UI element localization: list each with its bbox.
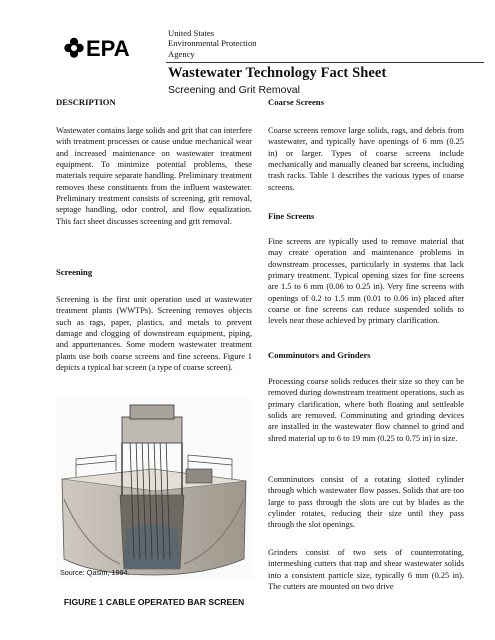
fine-screens-text: Fine screens are typically used to remove material that may create operation and maintenance problems in downstream processes, particularly in systems that lack primary treatment. Typical opening sizes for fine screens are 1.5 to 6 mm (0.06 to 0.25 in). Very fine screens with openings of 0.2 to 1.5 mm (0.01 to 0.06 in) placed after coarse or fine screens can reduce suspended solids to levels near those achieved by primary clarification.: [268, 237, 464, 326]
header-rule: [166, 62, 484, 63]
fine-screens-heading: Fine Screens: [268, 211, 315, 221]
agency-name: [168, 28, 278, 59]
agency-line-1: United States: [168, 28, 215, 38]
comminutors-heading: Comminutors and Grinders: [268, 350, 371, 360]
page-subtitle: Screening and Grit Removal: [168, 84, 300, 96]
coarse-screens-text: Coarse screens remove large solids, rags, and debris from wastewater, and typically have openings of 6 mm (0.25 in) or larger. Types of coarse screens include mechanically and manually cleaned bar screens, including trash racks. Table 1 describes the various types of coarse screens.: [268, 126, 464, 192]
figure-source: Source: Qasim, 1994.: [60, 568, 130, 577]
figure-caption: FIGURE 1 CABLE OPERATED BAR SCREEN: [63, 597, 245, 607]
coarse-screens-heading: Coarse Screens: [268, 97, 324, 107]
epa-flower-icon: [64, 38, 83, 58]
page-title: Wastewater Technology Fact Sheet: [168, 65, 387, 81]
description-heading: DESCRIPTION: [56, 97, 116, 107]
epa-logo: [62, 34, 158, 62]
epa-logo-text: EPA: [86, 36, 130, 61]
description-text: Wastewater contains large solids and grit that can interfere with treatment processes or cause undue mechanical wear and increased maintenance on wastewater treatment equipment. To minimize potential problems, these materials require separate handling. Preliminary treatment removes these constituents from the influent wastewater. Preliminary treatment consists of screening, grit removal, septage handling, odor control, and flow equalization. This fact sheet discusses screening and grit removal.: [56, 126, 252, 226]
agency-line-2: Environmental Protection: [168, 38, 257, 49]
screening-heading: Screening: [56, 267, 93, 277]
screening-text: Screening is the first unit operation used at wastewater treatment plants (WWTPs). Screening removes objects such as rags, paper, plastics, and metals to prevent damage and clogging of downstream equipment, piping, and appurtenances. Some modern wastewater treatment plants use both coarse screens and fine screens. Figure 1 depicts a typical bar screen (a type of coarse screen).: [56, 295, 252, 373]
comminutors-text-3: Grinders consist of two sets of counterrotating, intermeshing cutters that trap and shear wastewater solids into a consistent particle size, typically 6 mm (0.25 in). The cutters are mounted on two drive: [268, 548, 464, 592]
agency-line-3: Agency: [168, 48, 195, 59]
comminutors-text-2: Comminutors consist of a rotating slotted cylinder through which wastewater flow passes. Solids that are too large to pass through the slots are cut by blades as the cylinder rotates, reducing their size until they pass through the slot openings.: [268, 475, 464, 530]
comminutors-text-1: Processing coarse solids reduces their size so they can be removed during downstream treatment operations, such as primary clarification, where both floating and settleable solids are removed. Comminuting and grinding devices are installed in the wastewater flow channel to grind and shred material up to 6 to 19 mm (0.25 to 0.75 in) in size.: [268, 377, 464, 443]
bar-screen-figure: [56, 399, 252, 579]
description-section: [56, 97, 252, 108]
